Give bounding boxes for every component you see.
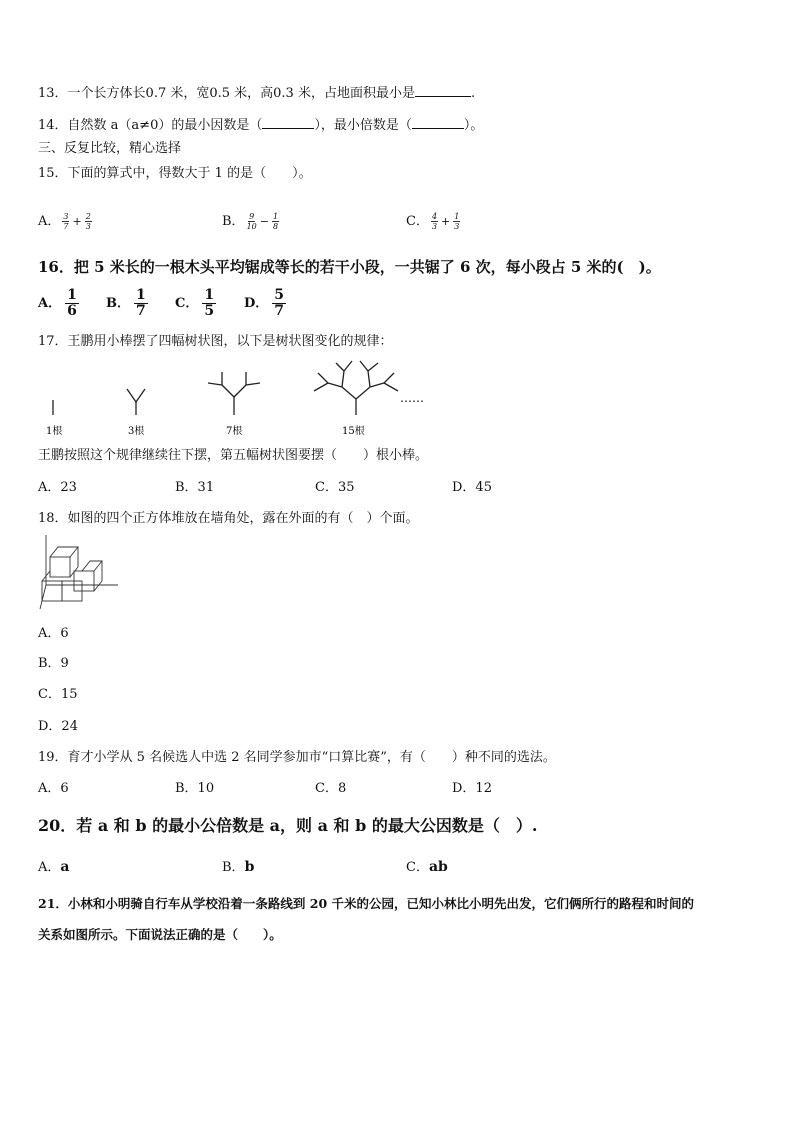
tree-4 <box>314 361 398 415</box>
q19-option-b[interactable]: B．10 <box>175 781 215 796</box>
q16-option-b[interactable]: B． $\frac{1}{7}$ <box>106 287 146 319</box>
question-18-text: 18．如图的四个正方体堆放在墙角处，露在外面的有（ ）个面。 <box>38 511 419 526</box>
question-21-line-1: 21．小林和小明骑自行车从学校沿着一条路线到 20 千米的公园，已知小林比小明先出发，它们俩所行的路程和时间的 <box>38 896 694 911</box>
q20-option-a[interactable]: A．a <box>38 859 70 875</box>
q17-option-d[interactable]: D．45 <box>452 480 492 495</box>
tree-3 <box>208 372 260 415</box>
q18-option-b[interactable]: B．9 <box>38 656 69 671</box>
q17-option-b[interactable]: B．31 <box>175 480 215 495</box>
q20-option-c[interactable]: C．ab <box>406 859 448 875</box>
answer-blank[interactable] <box>412 116 464 129</box>
q16-option-a[interactable]: A． $\frac{1}{6}$ <box>38 287 77 319</box>
q15-option-c[interactable]: C． $\frac{4}{3}$ + $\frac{1}{3}$ <box>406 212 460 231</box>
q20-option-b[interactable]: B．b <box>222 859 255 875</box>
question-20-text: 20．若 a 和 b 的最小公倍数是 a，则 a 和 b 的最大公因数是（ ）. <box>38 816 538 835</box>
q18-option-c[interactable]: C．15 <box>38 687 78 702</box>
answer-blank[interactable] <box>262 116 314 129</box>
cube-stack-figure <box>38 535 120 613</box>
question-15-text: 15．下面的算式中，得数大于 1 的是（ ）。 <box>38 166 312 181</box>
question-13: 13．一个长方体长0.7 米，宽0.5 米，高0.3 米，占地面积最小是 . <box>38 86 476 101</box>
q19-option-c[interactable]: C．8 <box>315 781 347 796</box>
tree-2 <box>127 389 145 415</box>
q18-option-d[interactable]: D．24 <box>38 719 78 734</box>
question-19-text: 19．育才小学从 5 名候选人中选 2 名同学参加市“口算比赛”，有（ ）种不同的选法。 <box>38 750 556 765</box>
question-13-text: 13．一个长方体长0.7 米，宽0.5 米，高0.3 米，占地面积最小是 <box>38 86 415 101</box>
question-14: 14．自然数 a（a≠0）的最小因数是（ ），最小倍数是（ ）。 <box>38 118 484 133</box>
q19-option-d[interactable]: D．12 <box>452 781 492 796</box>
q17-option-a[interactable]: A．23 <box>38 480 77 495</box>
q19-option-a[interactable]: A．6 <box>38 781 69 796</box>
q16-option-c[interactable]: C． $\frac{1}{5}$ <box>175 287 215 319</box>
answer-blank[interactable] <box>415 84 471 97</box>
q17-option-c[interactable]: C．35 <box>315 480 355 495</box>
question-21-line-2: 关系如图所示。下面说法正确的是（ ）。 <box>38 927 282 942</box>
q15-option-a[interactable]: A． $\frac{3}{7}$ + $\frac{2}{3}$ <box>38 212 91 231</box>
question-17-question: 王鹏按照这个规律继续往下摆，第五幅树状图要摆（ ）根小棒。 <box>38 448 429 463</box>
q16-option-d[interactable]: D． $\frac{5}{7}$ <box>244 287 285 319</box>
tree-label: 7根 <box>226 426 243 437</box>
tree-label: 3根 <box>128 426 145 437</box>
question-17-text: 17．王鹏用小棒摆了四幅树状图，以下是树状图变化的规律： <box>38 334 393 349</box>
tree-ellipsis: …… <box>400 391 424 405</box>
section-heading: 三、反复比较，精心选择 <box>38 141 182 156</box>
question-16-text: 16．把 5 米长的一根木头平均锯成等长的若干小段，一共锯了 6 次，每小段占 5 米的( )。 <box>38 258 661 276</box>
q18-option-a[interactable]: A．6 <box>38 626 69 641</box>
tree-label: 15根 <box>342 426 365 437</box>
tree-label: 1根 <box>46 426 63 437</box>
tree-figure <box>38 355 438 440</box>
q15-option-b[interactable]: B． $\frac{9}{10}$ − $\frac{1}{8}$ <box>222 212 279 231</box>
